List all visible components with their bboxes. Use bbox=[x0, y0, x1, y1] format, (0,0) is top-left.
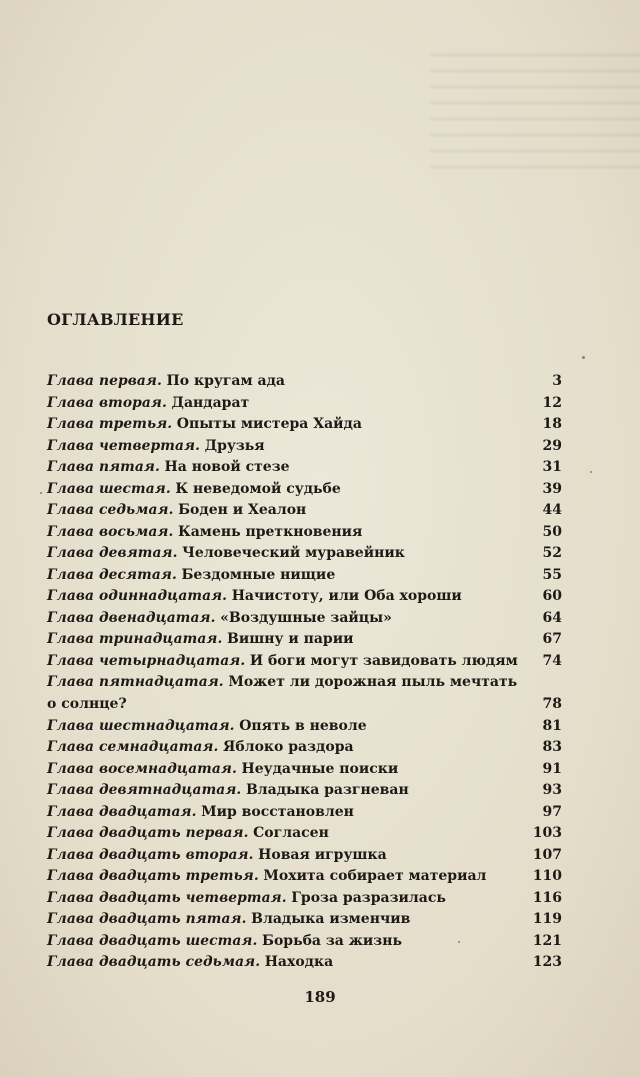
chapter-label: Глава восемнадцатая. bbox=[47, 760, 237, 777]
toc-entry-19 bbox=[47, 780, 562, 802]
chapter-title: Согласен bbox=[253, 825, 329, 841]
chapter-label: Глава восьмая. bbox=[47, 523, 174, 540]
chapter-title: Мир восстановлен bbox=[201, 803, 354, 820]
chapter-title: Яблоко раздора bbox=[223, 739, 354, 755]
toc-entry-9 bbox=[47, 543, 562, 565]
chapter-label: Глава двадцатая. bbox=[47, 803, 197, 820]
chapter-page: 107 bbox=[532, 846, 562, 863]
chapter-label: Глава двадцать третья. bbox=[47, 868, 259, 884]
chapter-label: Глава двадцать пятая. bbox=[47, 911, 247, 927]
toc-entry-12 bbox=[47, 608, 562, 630]
toc-entry-13 bbox=[47, 629, 562, 651]
toc-entry-23 bbox=[47, 866, 562, 888]
chapter-page: 110 bbox=[532, 868, 562, 884]
chapter-page: 3 bbox=[552, 373, 562, 389]
paper-speck bbox=[582, 356, 585, 359]
chapter-title: Вишну и парии bbox=[227, 631, 354, 647]
chapter-page: 12 bbox=[542, 394, 562, 411]
chapter-title: Мохита собирает материал bbox=[263, 868, 487, 884]
chapter-label: Глава двенадцатая. bbox=[47, 609, 216, 626]
chapter-label: Глава вторая. bbox=[47, 394, 167, 411]
chapter-title: Начистоту, или Оба хороши bbox=[231, 588, 462, 604]
chapter-page: 18 bbox=[542, 416, 562, 432]
toc-entry-5 bbox=[47, 457, 562, 479]
chapter-label: Глава двадцать четвертая. bbox=[47, 889, 287, 906]
toc-entry-11 bbox=[47, 586, 562, 608]
toc-entry-10 bbox=[47, 565, 562, 587]
toc-entry-15-continued bbox=[47, 694, 562, 716]
toc-entry-3 bbox=[47, 414, 562, 436]
chapter-page: 52 bbox=[542, 545, 562, 561]
chapter-page: 74 bbox=[542, 652, 562, 669]
chapter-label: Глава пятнадцатая. bbox=[47, 674, 224, 690]
toc-entry-2 bbox=[47, 393, 562, 415]
toc-entry-18 bbox=[47, 759, 562, 781]
chapter-page: 31 bbox=[542, 459, 562, 475]
chapter-label: Глава двадцать первая. bbox=[47, 825, 249, 841]
toc-entry-24 bbox=[47, 888, 562, 910]
chapter-title: Владыка разгневан bbox=[245, 782, 409, 798]
chapter-title: Новая игрушка bbox=[258, 846, 387, 863]
chapter-label: Глава девятнадцатая. bbox=[47, 782, 242, 798]
chapter-page: 78 bbox=[542, 695, 562, 712]
chapter-title: Гроза разразилась bbox=[291, 889, 446, 906]
chapter-title-continued: о солнце? bbox=[47, 695, 127, 712]
chapter-title: Камень преткновения bbox=[177, 523, 363, 540]
page-number: 189 bbox=[304, 988, 336, 1006]
chapter-title: По кругам ада bbox=[166, 373, 285, 389]
chapter-page: 121 bbox=[532, 932, 562, 949]
chapter-title: Неудачные поиски bbox=[241, 760, 399, 777]
chapter-title: Может ли дорожная пыль мечтать bbox=[228, 674, 518, 690]
chapter-page: 91 bbox=[542, 760, 562, 777]
chapter-title: Бездомные нищие bbox=[181, 566, 336, 583]
chapter-title: Боден и Хеалон bbox=[178, 502, 307, 518]
chapter-label: Глава тринадцатая. bbox=[47, 631, 223, 647]
toc-entry-4 bbox=[47, 436, 562, 458]
toc-entry-16 bbox=[47, 716, 562, 738]
chapter-title: Друзья bbox=[204, 437, 265, 454]
chapter-page: 60 bbox=[542, 588, 562, 604]
chapter-label: Глава шестая. bbox=[47, 480, 171, 497]
paper-speck bbox=[590, 471, 592, 473]
chapter-label: Глава семнадцатая. bbox=[47, 739, 219, 755]
chapter-label: Глава двадцать шестая. bbox=[47, 932, 258, 949]
chapter-label: Глава четырнадцатая. bbox=[47, 652, 246, 669]
chapter-label: Глава десятая. bbox=[47, 566, 177, 583]
chapter-label: Глава пятая. bbox=[47, 459, 160, 475]
chapter-page: 103 bbox=[532, 825, 562, 841]
toc-entry-14 bbox=[47, 651, 562, 673]
chapter-title: К неведомой судьбе bbox=[175, 480, 341, 497]
chapter-page: 44 bbox=[542, 502, 562, 518]
chapter-title: Дандарат bbox=[171, 394, 250, 411]
chapter-label: Глава третья. bbox=[47, 416, 173, 432]
chapter-title: Владыка изменчив bbox=[251, 911, 411, 927]
chapter-page: 55 bbox=[542, 566, 562, 583]
chapter-label: Глава девятая. bbox=[47, 545, 178, 561]
table-of-contents bbox=[47, 371, 562, 974]
chapter-label: Глава одиннадцатая. bbox=[47, 588, 228, 604]
chapter-label: Глава четвертая. bbox=[47, 437, 201, 454]
chapter-title: Человеческий муравейник bbox=[182, 545, 405, 561]
chapter-page: 29 bbox=[542, 437, 562, 454]
chapter-title: На новой стезе bbox=[164, 459, 290, 475]
toc-heading: ОГЛАВЛЕНИЕ bbox=[47, 310, 184, 329]
chapter-page: 67 bbox=[542, 631, 562, 647]
chapter-page: 39 bbox=[542, 480, 562, 497]
toc-entry-26 bbox=[47, 931, 562, 953]
chapter-page: 93 bbox=[542, 782, 562, 798]
chapter-page: 116 bbox=[532, 889, 562, 906]
chapter-page: 81 bbox=[542, 717, 562, 734]
chapter-label: Глава шестнадцатая. bbox=[47, 717, 235, 734]
chapter-page: 119 bbox=[532, 911, 562, 927]
chapter-page: 50 bbox=[542, 523, 562, 540]
toc-entry-8 bbox=[47, 522, 562, 544]
chapter-label: Глава двадцать вторая. bbox=[47, 846, 254, 863]
paper-speck bbox=[458, 941, 460, 943]
chapter-page: 83 bbox=[542, 739, 562, 755]
bleed-through-text bbox=[430, 40, 640, 180]
toc-entry-22 bbox=[47, 845, 562, 867]
toc-entry-6 bbox=[47, 479, 562, 501]
chapter-page: 64 bbox=[542, 609, 562, 626]
chapter-page: 123 bbox=[532, 954, 562, 970]
chapter-label: Глава первая. bbox=[47, 373, 162, 389]
toc-entry-1 bbox=[47, 371, 562, 393]
toc-entry-15 bbox=[47, 672, 562, 694]
toc-entry-21 bbox=[47, 823, 562, 845]
toc-entry-17 bbox=[47, 737, 562, 759]
chapter-title: Опыты мистера Хайда bbox=[176, 416, 362, 432]
paper-speck bbox=[40, 492, 42, 494]
chapter-title: «Воздушные зайцы» bbox=[220, 609, 392, 626]
toc-entry-27 bbox=[47, 952, 562, 974]
chapter-title: Находка bbox=[264, 954, 334, 970]
chapter-title: Опять в неволе bbox=[239, 717, 367, 734]
toc-entry-7 bbox=[47, 500, 562, 522]
chapter-title: Борьба за жизнь bbox=[262, 932, 402, 949]
chapter-page: 97 bbox=[542, 803, 562, 820]
toc-entry-25 bbox=[47, 909, 562, 931]
chapter-title: И боги могут завидовать людям bbox=[249, 652, 518, 669]
chapter-label: Глава двадцать седьмая. bbox=[47, 954, 261, 970]
chapter-label: Глава седьмая. bbox=[47, 502, 174, 518]
toc-entry-20 bbox=[47, 802, 562, 824]
